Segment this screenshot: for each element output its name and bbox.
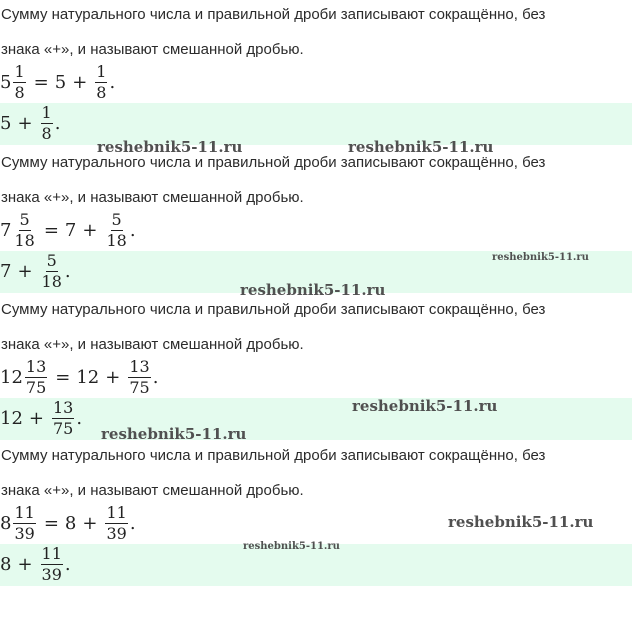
whole-part: 8 <box>64 512 77 534</box>
watermark: reshebnik5-11.ru <box>348 138 494 156</box>
plus-sign: + <box>17 112 33 134</box>
denominator: 75 <box>25 377 47 397</box>
period: . <box>64 553 71 575</box>
watermark: reshebnik5-11.ru <box>101 425 247 443</box>
whole-part: 8 <box>0 553 12 575</box>
numerator: 1 <box>14 61 25 81</box>
numerator: 5 <box>46 250 57 270</box>
plus-sign: + <box>105 366 121 388</box>
plus-sign: + <box>17 553 33 575</box>
plus-sign: + <box>82 219 98 241</box>
numerator: 11 <box>41 543 62 563</box>
denominator: 8 <box>96 82 107 102</box>
equals-sign: = <box>43 219 59 241</box>
whole-part: 7 <box>64 219 77 241</box>
period: . <box>109 71 116 93</box>
definition-line-1: Сумму натурального числа и правильной дроби записывают сокращённо, без <box>1 447 546 464</box>
denominator: 8 <box>41 123 52 143</box>
numerator: 11 <box>14 502 35 522</box>
definition-line-1: Сумму натурального числа и правильной дроби записывают сокращённо, без <box>1 301 546 318</box>
denominator: 75 <box>53 418 74 438</box>
fraction <box>41 102 53 143</box>
plus-sign: + <box>72 71 88 93</box>
period: . <box>129 512 136 534</box>
numerator: 1 <box>41 102 52 122</box>
answer-expression <box>0 542 71 586</box>
numerator: 13 <box>129 356 150 376</box>
fraction <box>13 61 25 102</box>
equals-sign: = <box>43 512 59 534</box>
denominator: 39 <box>14 523 35 543</box>
denominator: 39 <box>41 564 62 584</box>
whole-part: 7 <box>0 260 12 282</box>
period: . <box>152 366 159 388</box>
example-block-2 <box>0 148 632 294</box>
denominator: 18 <box>106 230 127 250</box>
numerator: 13 <box>25 356 47 376</box>
whole-part: 5 <box>0 71 12 93</box>
mixed-number-equation <box>0 355 158 399</box>
whole-part: 5 <box>54 71 67 93</box>
numerator: 5 <box>111 209 122 229</box>
denominator: 75 <box>129 377 150 397</box>
equals-sign: = <box>33 71 49 93</box>
definition-line-1: Сумму натурального числа и правильной дроби записывают сокращённо, без <box>1 154 546 171</box>
definition-line-2: знака «+», и называют смешанной дробью. <box>1 189 304 206</box>
watermark: reshebnik5-11.ru <box>448 513 594 531</box>
numerator: 5 <box>19 209 30 229</box>
period: . <box>64 260 71 282</box>
numerator: 11 <box>106 502 127 522</box>
whole-part: 12 <box>0 366 23 388</box>
definition-line-2: знака «+», и называют смешанной дробью. <box>1 336 304 353</box>
answer-expression <box>0 101 60 145</box>
answer-highlight <box>0 103 632 145</box>
whole-part: 7 <box>0 219 12 241</box>
period: . <box>129 219 136 241</box>
fraction <box>41 543 63 584</box>
watermark: reshebnik5-11.ru <box>243 541 340 552</box>
mixed-number-equation <box>0 60 115 104</box>
watermark: reshebnik5-11.ru <box>492 252 589 263</box>
fraction <box>128 356 150 397</box>
fraction <box>13 502 35 543</box>
watermark: reshebnik5-11.ru <box>97 138 243 156</box>
whole-part: 12 <box>76 366 100 388</box>
definition-line-1: Сумму натурального числа и правильной дроби записывают сокращённо, без <box>1 6 546 23</box>
answer-expression <box>0 249 71 293</box>
period: . <box>76 407 83 429</box>
answer-highlight <box>0 398 632 440</box>
example-block-3 <box>0 295 632 441</box>
denominator: 39 <box>106 523 127 543</box>
denominator: 18 <box>41 271 62 291</box>
definition-line-2: знака «+», и называют смешанной дробью. <box>1 41 304 58</box>
fraction <box>105 209 127 250</box>
answer-expression <box>0 396 82 440</box>
watermark: reshebnik5-11.ru <box>352 397 498 415</box>
equals-sign: = <box>55 366 71 388</box>
example-block-1 <box>0 0 632 146</box>
fraction <box>25 356 47 397</box>
denominator: 18 <box>14 230 35 250</box>
fraction <box>105 502 127 543</box>
denominator: 8 <box>14 82 25 102</box>
mixed-number-equation <box>0 208 136 252</box>
plus-sign: + <box>17 260 33 282</box>
fraction <box>13 209 35 250</box>
definition-line-2: знака «+», и называют смешанной дробью. <box>1 482 304 499</box>
whole-part: 5 <box>0 112 12 134</box>
fraction <box>52 397 74 438</box>
plus-sign: + <box>28 407 44 429</box>
watermark: reshebnik5-11.ru <box>240 281 386 299</box>
whole-part: 12 <box>0 407 23 429</box>
numerator: 1 <box>96 61 107 81</box>
period: . <box>54 112 61 134</box>
fraction <box>95 61 107 102</box>
whole-part: 8 <box>0 512 12 534</box>
fraction <box>41 250 63 291</box>
mixed-number-equation <box>0 501 136 545</box>
numerator: 13 <box>53 397 74 417</box>
plus-sign: + <box>82 512 98 534</box>
